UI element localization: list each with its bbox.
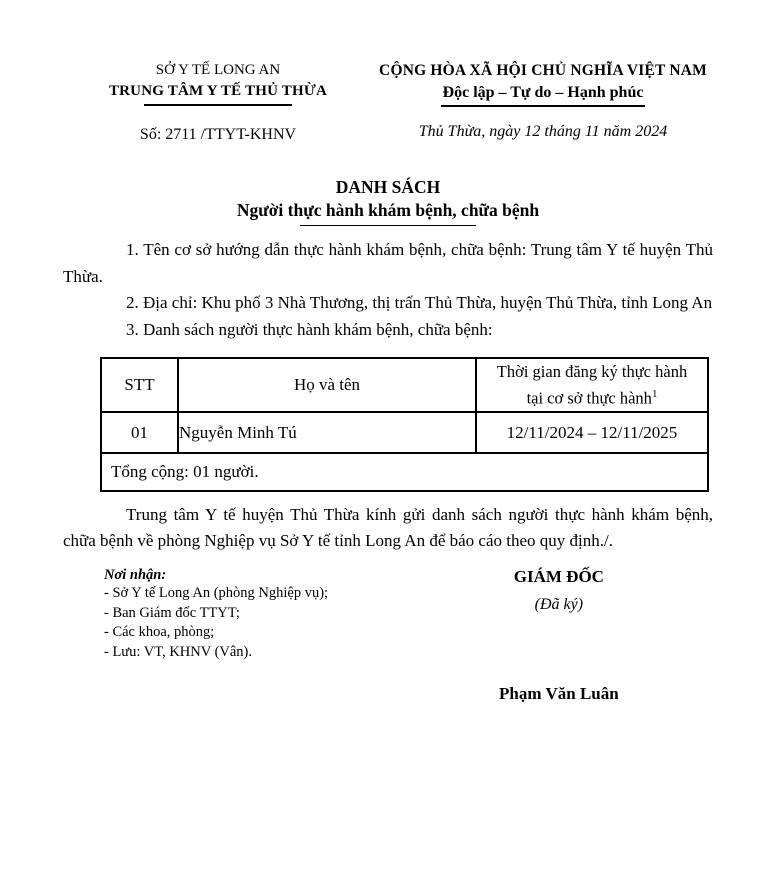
document-header bbox=[63, 62, 713, 144]
column-header-period-line2: tại cơ sở thực hành bbox=[526, 388, 652, 408]
column-header-period-line1: Thời gian đăng ký thực hành bbox=[496, 361, 688, 381]
issuer-org-name: TRUNG TÂM Y TẾ THỦ THỪA bbox=[108, 83, 328, 99]
issuer-parent-org: SỞ Y TẾ LONG AN bbox=[155, 62, 281, 78]
recipient-item: - Sở Y tế Long An (phòng Nghiệp vụ); bbox=[104, 585, 329, 601]
cell-stt: 01 bbox=[101, 412, 178, 453]
recipient-item: - Các khoa, phòng; bbox=[104, 624, 215, 640]
practice-list-table bbox=[100, 357, 709, 492]
table-header-row bbox=[101, 358, 708, 412]
closing-paragraph: Trung tâm Y tế huyện Thủ Thừa kính gửi danh sách người thực hành khám bệnh, chữa bệnh về phòng Nghiệp vụ Sở Y tế tỉnh Long An để báo cáo theo quy định./. bbox=[63, 505, 713, 550]
table-total-cell: Tổng cộng: 01 người. bbox=[101, 453, 708, 491]
national-header-block bbox=[373, 62, 713, 141]
title-underline-rule bbox=[300, 225, 476, 226]
body-paragraphs bbox=[63, 237, 713, 343]
table-row bbox=[101, 412, 708, 453]
body-item-1: 1. Tên cơ sở hướng dẫn thực hành khám bệnh, chữa bệnh: Trung tâm Y tế huyện Thủ Thừa. bbox=[63, 240, 713, 286]
column-header-period bbox=[476, 358, 708, 412]
signer-name: Phạm Văn Luân bbox=[499, 684, 619, 703]
body-item-2: 2. Địa chỉ: Khu phố 3 Nhà Thương, thị trấn Thủ Thừa, huyện Thủ Thừa, tỉnh Long An bbox=[126, 293, 713, 312]
recipient-item: - Lưu: VT, KHNV (Vân). bbox=[104, 643, 253, 660]
document-title: DANH SÁCH bbox=[335, 177, 441, 197]
table-total-row bbox=[101, 453, 708, 491]
signed-note: (Đã ký) bbox=[534, 596, 584, 613]
column-header-name: Họ và tên bbox=[178, 358, 476, 412]
signer-position: GIÁM ĐỐC bbox=[513, 567, 604, 586]
national-motto bbox=[373, 84, 713, 107]
signature-block bbox=[417, 567, 701, 704]
recipients-block bbox=[104, 567, 417, 704]
national-title: CỘNG HÒA XÃ HỘI CHỦ NGHĨA VIỆT NAM bbox=[379, 62, 707, 79]
national-motto-text: Độc lập – Tự do – Hạnh phúc bbox=[441, 84, 646, 107]
document-number: Số: 2711 /TTYT-KHNV bbox=[139, 126, 297, 143]
issuer-underline-rule bbox=[144, 104, 292, 106]
closing-paragraph-block bbox=[63, 502, 713, 553]
issuer-block bbox=[63, 62, 373, 144]
cell-period: 12/11/2024 – 12/11/2025 bbox=[476, 412, 708, 453]
document-footer bbox=[63, 567, 713, 704]
footnote-reference: 1 bbox=[651, 387, 658, 400]
body-item-3: 3. Danh sách người thực hành khám bệnh, chữa bệnh: bbox=[126, 319, 493, 339]
document-subtitle: Người thực hành khám bệnh, chữa bệnh bbox=[236, 200, 540, 220]
column-header-stt: STT bbox=[101, 358, 178, 412]
document-title-block bbox=[63, 177, 713, 226]
cell-name: Nguyễn Minh Tú bbox=[178, 412, 476, 453]
recipients-label: Nơi nhận: bbox=[104, 567, 167, 583]
issue-place-date: Thủ Thừa, ngày 12 tháng 11 năm 2024 bbox=[418, 123, 668, 140]
recipient-item: - Ban Giám đốc TTYT; bbox=[104, 604, 240, 621]
